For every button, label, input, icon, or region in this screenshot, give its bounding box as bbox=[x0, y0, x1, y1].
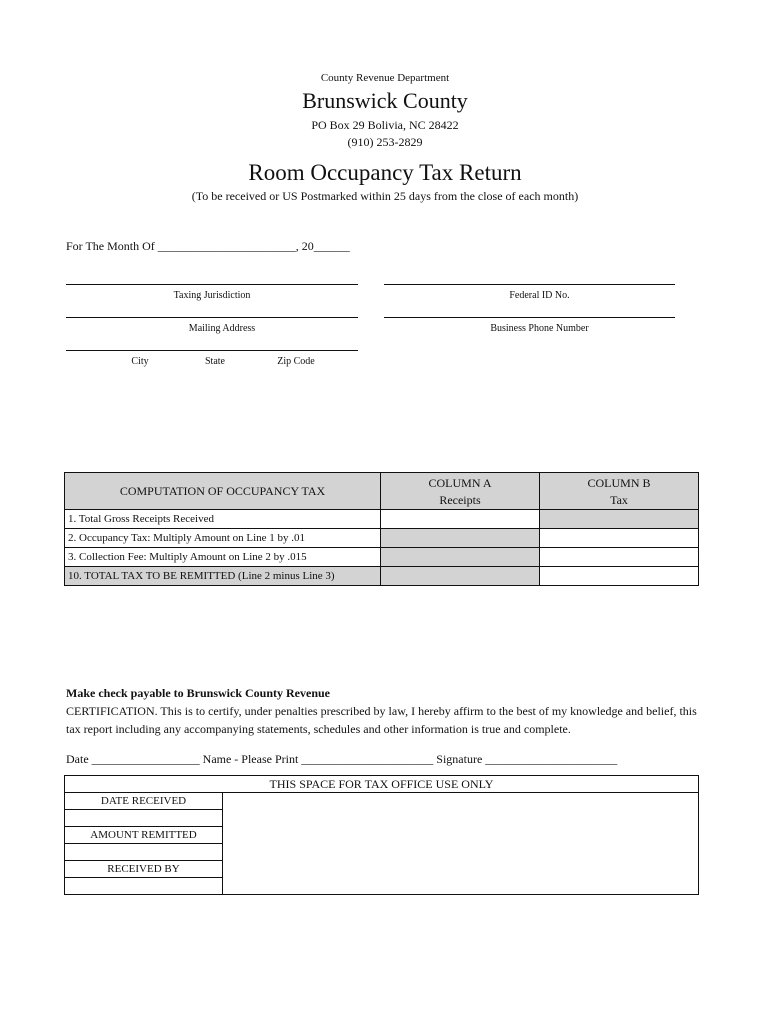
federal-id-label: Federal ID No. bbox=[509, 290, 570, 301]
taxing-jurisdiction-label: Taxing Jurisdiction bbox=[173, 290, 251, 301]
table-row bbox=[65, 529, 699, 548]
county-name: Brunswick County bbox=[302, 88, 468, 113]
receipts-cell-disabled bbox=[381, 567, 540, 586]
total-tax-cell[interactable] bbox=[540, 567, 699, 586]
row-label: 10. TOTAL TAX TO BE REMITTED (Line 2 minus Line 3) bbox=[65, 567, 381, 586]
certification-text: CERTIFICATION. This is to certify, under penalties prescribed by law, I hereby affirm to the best of my knowledge and belief, this tax report including any accompanying statements, schedules and other information is true and complete. bbox=[66, 704, 697, 736]
payable-note: Make check payable to Brunswick County Revenue bbox=[66, 686, 331, 700]
office-notes-area bbox=[223, 793, 699, 895]
form-title: Room Occupancy Tax Return bbox=[248, 160, 522, 185]
table-row bbox=[65, 567, 699, 586]
table-row bbox=[65, 510, 699, 529]
receipts-cell[interactable] bbox=[381, 510, 540, 529]
form-subtitle: (To be received or US Postmarked within 25 days from the close of each month) bbox=[191, 189, 579, 203]
department-name: County Revenue Department bbox=[320, 72, 450, 84]
receipts-cell-disabled bbox=[381, 529, 540, 548]
computation-table bbox=[64, 472, 699, 586]
column-b-title: COLUMN B bbox=[587, 476, 651, 490]
mailing-address-field[interactable] bbox=[66, 317, 358, 318]
county-address: PO Box 29 Bolivia, NC 28422 bbox=[311, 118, 459, 132]
column-b-header bbox=[540, 473, 699, 510]
computation-heading: COMPUTATION OF OCCUPANCY TAX bbox=[65, 473, 381, 510]
received-by-field bbox=[65, 878, 223, 895]
office-use-table bbox=[64, 775, 699, 895]
row-label: 3. Collection Fee: Multiply Amount on Line 2 by .015 bbox=[65, 548, 381, 567]
amount-remitted-label: AMOUNT REMITTED bbox=[65, 827, 223, 844]
column-a-header bbox=[381, 473, 540, 510]
column-a-title: COLUMN A bbox=[428, 476, 492, 490]
tax-cell[interactable] bbox=[540, 548, 699, 567]
taxing-jurisdiction-field[interactable] bbox=[66, 284, 358, 285]
row-label: 1. Total Gross Receipts Received bbox=[65, 510, 381, 529]
received-by-label: RECEIVED BY bbox=[65, 861, 223, 878]
zip-label: Zip Code bbox=[277, 356, 315, 367]
city-state-zip-field[interactable] bbox=[66, 350, 358, 351]
tax-cell[interactable] bbox=[540, 529, 699, 548]
row-label: 2. Occupancy Tax: Multiply Amount on Line 1 by .01 bbox=[65, 529, 381, 548]
receipts-cell-disabled bbox=[381, 548, 540, 567]
tax-cell-disabled bbox=[540, 510, 699, 529]
amount-remitted-field bbox=[65, 844, 223, 861]
city-label: City bbox=[131, 356, 149, 367]
date-received-label: DATE RECEIVED bbox=[65, 793, 223, 810]
column-b-subtitle: Tax bbox=[610, 493, 628, 507]
signature-line[interactable]: Date __________________ Name - Please Print ______________________ Signature ______________________ bbox=[66, 752, 618, 766]
office-use-heading: THIS SPACE FOR TAX OFFICE USE ONLY bbox=[65, 776, 699, 793]
date-received-field bbox=[65, 810, 223, 827]
business-phone-label: Business Phone Number bbox=[490, 323, 589, 334]
mailing-address-label: Mailing Address bbox=[188, 323, 256, 334]
state-label: State bbox=[205, 356, 225, 367]
federal-id-field[interactable] bbox=[384, 284, 675, 285]
column-a-subtitle: Receipts bbox=[439, 493, 481, 507]
month-field[interactable]: For The Month Of _______________________, 20______ bbox=[66, 239, 350, 253]
county-phone: (910) 253-2829 bbox=[347, 135, 423, 149]
business-phone-field[interactable] bbox=[384, 317, 675, 318]
table-row bbox=[65, 548, 699, 567]
